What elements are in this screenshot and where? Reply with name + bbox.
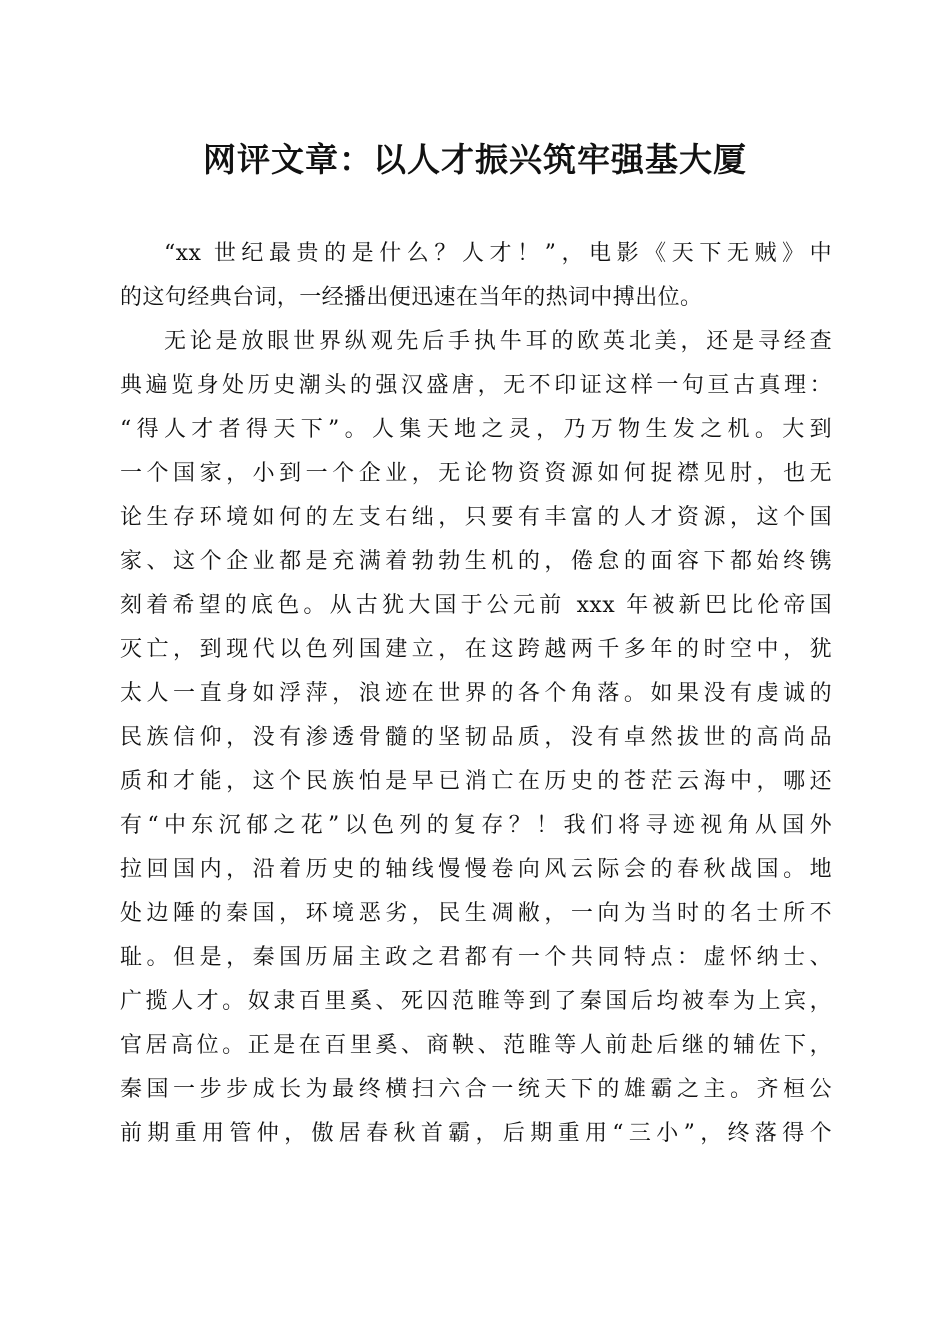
text-line: 家、这个企业都是充满着勃勃生机的，倦怠的面容下都始终镌 [120, 549, 832, 574]
page-title: 网评文章：以人才振兴筑牢强基大厦 [203, 140, 747, 179]
text-line: 拉回国内，沿着历史的轴线慢慢卷向风云际会的春秋战国。地 [120, 857, 832, 882]
text-line: 一个国家，小到一个企业，无论物资资源如何捉襟见肘，也无 [120, 461, 832, 486]
text-line: 太人一直身如浮萍，浪迹在世界的各个角落。如果没有虔诚的 [120, 681, 832, 706]
text-line: 有“中东沉郁之花”以色列的复存？！我们将寻迹视角从国外 [120, 813, 832, 838]
text-line: 无论是放眼世界纵观先后手执牛耳的欧英北美，还是寻经查 [164, 329, 832, 354]
text-line: 典遍览身处历史潮头的强汉盛唐，无不印证这样一句亘古真理： [120, 373, 832, 398]
text-line: 灭亡，到现代以色列国建立，在这跨越两千多年的时空中，犹 [120, 637, 832, 662]
paragraph [120, 320, 832, 1156]
text-line: 耻。但是，秦国历届主政之君都有一个共同特点：虚怀纳士、 [120, 945, 832, 970]
article-body [120, 232, 832, 1156]
text-line: 质和才能，这个民族怕是早已消亡在历史的苍茫云海中，哪还 [120, 769, 832, 794]
text-line: “xx 世纪最贵的是什么？人才！”，电影《天下无贼》中 [164, 241, 832, 266]
text-line: 处边陲的秦国，环境恶劣，民生凋敝，一向为当时的名士所不 [120, 901, 832, 926]
text-line: 刻着希望的底色。从古犹大国于公元前 xxx 年被新巴比伦帝国 [120, 593, 832, 618]
text-line: 官居高位。正是在百里奚、商鞅、范睢等人前赴后继的辅佐下， [120, 1033, 832, 1058]
paragraph [120, 232, 832, 320]
text-line: 广揽人才。奴隶百里奚、死囚范睢等到了秦国后均被奉为上宾， [120, 989, 832, 1014]
text-line: 秦国一步步成长为最终横扫六合一统天下的雄霸之主。齐桓公 [120, 1077, 832, 1102]
text-line: 论生存环境如何的左支右绌，只要有丰富的人才资源，这个国 [120, 505, 832, 530]
text-line: 的这句经典台词，一经播出便迅速在当年的热词中搏出位。 [120, 285, 703, 310]
text-line: “得人才者得天下”。人集天地之灵，乃万物生发之机。大到 [120, 417, 832, 442]
text-line: 民族信仰，没有渗透骨髓的坚韧品质，没有卓然拔世的高尚品 [120, 725, 832, 750]
text-line: 前期重用管仲，傲居春秋首霸，后期重用“三小”，终落得个 [120, 1121, 832, 1146]
